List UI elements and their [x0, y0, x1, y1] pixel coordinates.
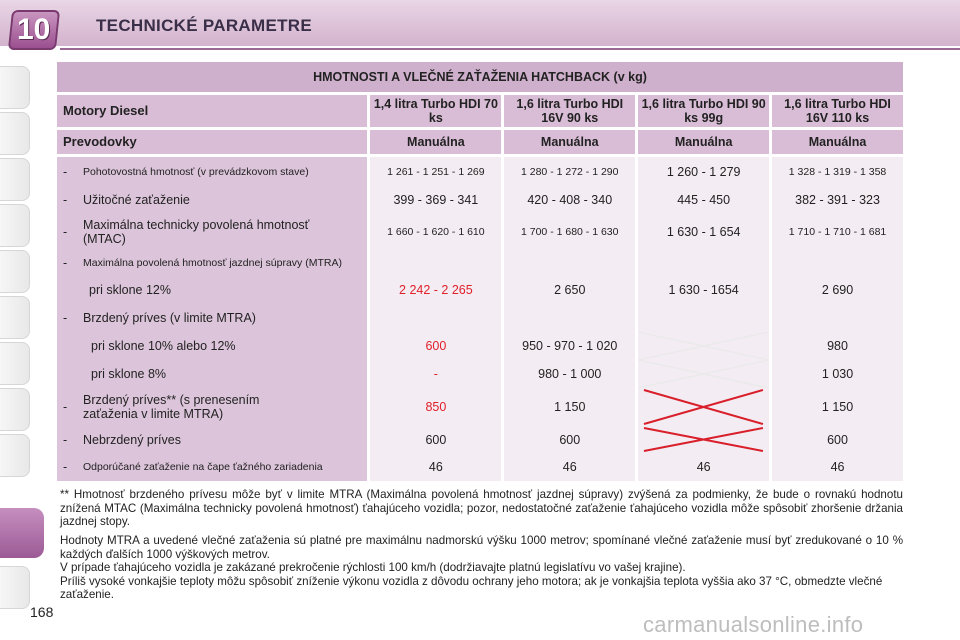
not-applicable-cross	[638, 360, 769, 388]
table-cell: 2 690	[772, 276, 903, 304]
table-cell: 382 - 391 - 323	[772, 186, 903, 214]
gearbox-label: Prevodovky	[57, 130, 367, 154]
row-label	[57, 332, 367, 360]
table-cell: 1 150	[504, 388, 635, 426]
table-cell: 1 630 - 1654	[638, 276, 769, 304]
table-cell: 980	[772, 332, 903, 360]
row-dash: -	[63, 225, 68, 239]
chapter-tab-4[interactable]	[0, 204, 30, 247]
row-label-text: pri sklone 12%	[89, 283, 171, 297]
page-number: 168	[30, 604, 54, 620]
row-label	[57, 388, 367, 426]
row-dash: -	[63, 193, 68, 207]
table-row	[57, 250, 903, 276]
row-label-text: Odporúčané zaťaženie na čape ťažného zariadenia	[83, 461, 323, 473]
table-cell: 600	[772, 426, 903, 453]
gearbox-header-4: Manuálna	[772, 130, 903, 154]
table-row	[57, 388, 903, 426]
chapter-tab-3[interactable]	[0, 158, 30, 201]
watermark: carmanualsonline.info	[643, 612, 864, 637]
chapter-tab-11[interactable]	[0, 566, 30, 609]
table-row	[57, 426, 903, 453]
row-label	[57, 304, 367, 332]
row-dash: -	[63, 164, 68, 179]
footnote: ** Hmotnosť brzdeného prívesu môže byť v limite MTRA (Maximálna povolená hmotnosť jazdnej súpravy) zvýšená za podmienky, že bude o rovnakú hodnotu znížená MTAC (Maximálna technicky povolená hmotnosť) ťahajúceho vozidla; pozor, nedostatočné zaťaženie ťahajúceho vozidla môže spôsobiť zhoršenie držania jazdnej stopy.	[60, 488, 903, 528]
chapter-tab-2[interactable]	[0, 112, 30, 155]
chapter-badge	[8, 10, 60, 50]
table-row	[57, 453, 903, 481]
header-divider	[60, 48, 960, 50]
chapter-tab-6[interactable]	[0, 296, 30, 339]
gearbox-header-3: Manuálna	[638, 130, 769, 154]
table-cell: 445 - 450	[638, 186, 769, 214]
table-title: HMOTNOSTI A VLEČNÉ ZAŤAŽENIA HATCHBACK (v kg)	[57, 62, 903, 92]
row-label-text: Pohotovostná hmotnosť (v prevádzkovom stave)	[83, 165, 309, 178]
row-dash: -	[63, 400, 68, 414]
chapter-tab-7[interactable]	[0, 342, 30, 385]
row-label	[57, 360, 367, 388]
table-row	[57, 186, 903, 214]
chapter-tab-9[interactable]	[0, 434, 30, 477]
na-cell	[638, 360, 769, 388]
table-cell: 600	[370, 426, 501, 453]
table-cell	[370, 250, 501, 276]
table-cell: 1 328 - 1 319 - 1 358	[772, 157, 903, 186]
engine-header-4: 1,6 litra Turbo HDI 16V 110 ks	[772, 95, 903, 127]
table-cell: 420 - 408 - 340	[504, 186, 635, 214]
table-row	[57, 276, 903, 304]
table-cell: 1 710 - 1 710 - 1 681	[772, 214, 903, 250]
table-cell	[638, 250, 769, 276]
gearbox-header-2: Manuálna	[504, 130, 635, 154]
na-cell	[638, 388, 769, 426]
table-row	[57, 214, 903, 250]
note-speed: V prípade ťahajúceho vozidla je zakázané prekročenie rýchlosti 100 km/h (dodržiavajte platnú legislatívu vo vašej krajine).	[60, 561, 686, 575]
table-cell: 46	[504, 453, 635, 481]
row-label-text: Užitočné zaťaženie	[83, 193, 190, 207]
table-row	[57, 332, 903, 360]
engine-header-1: 1,4 litra Turbo HDI 70 ks	[370, 95, 501, 127]
note-temperature: Príliš vysoké vonkajšie teploty môžu spôsobiť zníženie výkonu vozidla z dôvodu ochrany jeho motora; ak je vonkajšia teplota vyššia ako 37 °C, obmedzte vlečné zaťaženie.	[60, 574, 883, 602]
row-label	[57, 214, 367, 250]
engines-header-row	[57, 95, 903, 127]
row-dash: -	[63, 256, 68, 270]
table-cell: 1 700 - 1 680 - 1 630	[504, 214, 635, 250]
chapter-tab-10-active[interactable]	[0, 508, 44, 558]
not-applicable-cross	[638, 332, 769, 360]
table-cell: 46	[370, 453, 501, 481]
table-cell: 950 - 970 - 1 020	[504, 332, 635, 360]
table-cell: -	[370, 360, 501, 388]
row-label-text: Maximálna povolená hmotnosť jazdnej súpravy (MTRA)	[83, 257, 342, 269]
row-dash: -	[63, 432, 68, 447]
row-label-text: Nebrzdený príves	[83, 432, 181, 447]
table-cell: 600	[504, 426, 635, 453]
row-label	[57, 186, 367, 214]
engine-label: Motory Diesel	[57, 95, 367, 127]
chapter-tab-1[interactable]	[0, 66, 30, 109]
row-label-text: Brzdený príves (v limite MTRA)	[83, 311, 256, 325]
table-cell: 46	[772, 453, 903, 481]
table-cell	[504, 250, 635, 276]
table-cell	[638, 304, 769, 332]
table-cell: 1 260 - 1 279	[638, 157, 769, 186]
row-label-text: pri sklone 8%	[91, 367, 167, 381]
table-body	[57, 157, 903, 481]
na-cell	[638, 332, 769, 360]
weights-table	[57, 62, 903, 481]
table-row	[57, 360, 903, 388]
chapter-number: 10	[17, 13, 51, 46]
gearbox-header-row	[57, 130, 903, 154]
table-cell	[504, 304, 635, 332]
table-row	[57, 304, 903, 332]
table-cell: 1 630 - 1 654	[638, 214, 769, 250]
table-cell: 600	[370, 332, 501, 360]
table-cell: 46	[638, 453, 769, 481]
row-dash: -	[63, 460, 68, 474]
row-label-text: Brzdený príves** (s prenesením zaťaženia v limite MTRA)	[83, 393, 260, 421]
table-cell: 980 - 1 000	[504, 360, 635, 388]
table-row	[57, 157, 903, 186]
table-cell	[370, 304, 501, 332]
table-cell: 399 - 369 - 341	[370, 186, 501, 214]
table-cell: 2 650	[504, 276, 635, 304]
row-label	[57, 157, 367, 186]
page-title: TECHNICKÉ PARAMETRE	[96, 16, 313, 35]
chapter-tab-5[interactable]	[0, 250, 30, 293]
row-label	[57, 453, 367, 481]
not-applicable-cross	[638, 388, 769, 426]
row-label-text: Maximálna technicky povolená hmotnosť (MTAC)	[83, 218, 310, 246]
towing-notes	[60, 534, 903, 602]
row-label	[57, 250, 367, 276]
table-cell: 1 030	[772, 360, 903, 388]
table-cell	[772, 250, 903, 276]
na-cell	[638, 426, 769, 453]
table-cell: 1 150	[772, 388, 903, 426]
engine-header-2: 1,6 litra Turbo HDI 16V 90 ks	[504, 95, 635, 127]
table-cell: 2 242 - 2 265	[370, 276, 501, 304]
not-applicable-cross	[638, 426, 769, 453]
row-dash: -	[63, 311, 68, 325]
table-cell	[772, 304, 903, 332]
row-label	[57, 426, 367, 453]
table-cell: 850	[370, 388, 501, 426]
engine-header-3: 1,6 litra Turbo HDI 90 ks 99g	[638, 95, 769, 127]
table-cell: 1 261 - 1 251 - 1 269	[370, 157, 501, 186]
row-label-text: pri sklone 10% alebo 12%	[91, 339, 236, 353]
table-cell: 1 280 - 1 272 - 1 290	[504, 157, 635, 186]
table-cell: 1 660 - 1 620 - 1 610	[370, 214, 501, 250]
gearbox-header-1: Manuálna	[370, 130, 501, 154]
row-label	[57, 276, 367, 304]
note-altitude: Hodnoty MTRA a uvedené vlečné zaťaženia sú platné pre maximálnu nadmorskú výšku 1000 metrov; spomínané vlečné zaťaženie musí byť zredukované o 10 % každých ďalších 1000 výškových metrov.	[60, 534, 903, 561]
chapter-tab-8[interactable]	[0, 388, 30, 431]
